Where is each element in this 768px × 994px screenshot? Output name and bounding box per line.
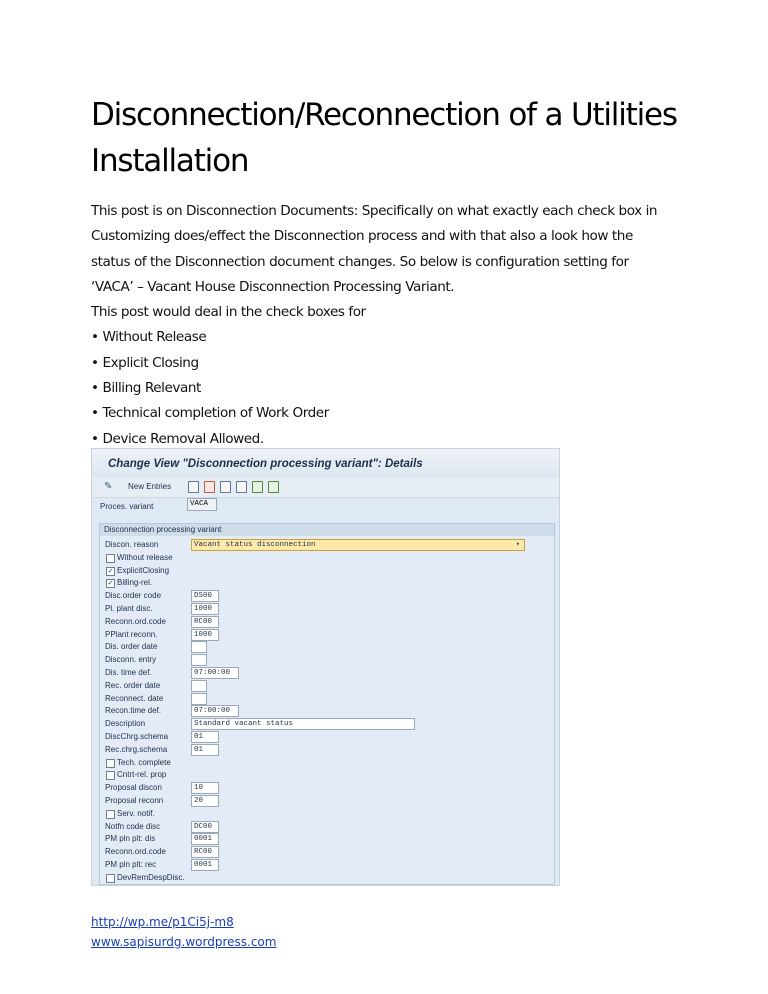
sap-title-bar — [92, 449, 559, 477]
checkbox[interactable]: ✓ — [107, 580, 114, 588]
proces-variant-label: Proces. variant — [100, 502, 154, 511]
paragraph-line: ‘VACA’ – Vacant House Disconnection Processing Variant. — [91, 278, 455, 295]
field-input[interactable] — [191, 782, 219, 794]
new-entries-button[interactable]: New Entries — [128, 482, 172, 491]
checkbox[interactable] — [106, 874, 115, 883]
checkbox-label: ExplicitClosing — [117, 565, 170, 575]
field-input[interactable] — [191, 616, 219, 628]
field-input[interactable] — [191, 629, 219, 641]
page-title — [91, 92, 691, 184]
field-label: PM pln plt: rec — [105, 860, 157, 869]
field-label: Rec. order date — [105, 680, 161, 690]
field-label: PM pln plt: dis — [105, 834, 156, 844]
field-label: Proposal reconn — [105, 796, 164, 805]
field-value: 1000 — [194, 605, 213, 613]
paragraph-line: This post would deal in the check boxes for — [91, 304, 366, 321]
bullet-item: • Device Removal Allowed. — [91, 430, 264, 447]
field-value: 01 — [194, 733, 204, 741]
field-value: 0001 — [194, 861, 213, 869]
field-input[interactable] — [191, 731, 219, 743]
blog-link[interactable]: www.sapisurdg.wordpress.com — [91, 935, 277, 949]
sap-screenshot — [91, 448, 560, 886]
checkbox[interactable] — [106, 810, 115, 819]
field-label: Disconn. entry — [105, 655, 157, 665]
select-all-icon[interactable] — [236, 481, 247, 493]
undo-icon[interactable] — [220, 481, 231, 493]
field-input[interactable] — [191, 846, 219, 858]
field-value: 07:00:00 — [194, 707, 231, 716]
short-link[interactable]: http://wp.me/p1Ci5j-m8 — [91, 915, 234, 929]
group-title: Disconnection processing variant — [100, 524, 554, 536]
bullet-item: • Technical completion of Work Order — [91, 405, 329, 422]
checkbox[interactable] — [106, 771, 115, 780]
field-input[interactable] — [191, 833, 219, 845]
proces-variant-field[interactable]: VACA — [187, 498, 217, 511]
dropdown-arrow-icon[interactable]: ▾ — [515, 541, 520, 549]
checkbox-label: Without release — [117, 552, 173, 562]
title-line-1: Disconnection/Reconnection of a Utilities — [91, 97, 677, 133]
disconnection-variant-group — [99, 523, 555, 885]
display-change-icon[interactable]: ✎ — [104, 481, 113, 492]
checkbox-label: Serv. notif. — [117, 808, 155, 818]
field-input[interactable] — [191, 693, 207, 705]
field-label: Discon. reason — [105, 540, 159, 549]
field-label: Dis. time def. — [105, 668, 152, 677]
field-input[interactable] — [191, 641, 207, 653]
checkbox[interactable] — [106, 554, 115, 563]
field-value: Standard vacant status — [194, 720, 294, 729]
field-label: Dis. order date — [105, 642, 158, 652]
field-label: Notfn code disc — [105, 821, 161, 831]
bullet-item: • Explicit Closing — [91, 354, 199, 371]
field-value: DS00 — [194, 592, 213, 601]
field-value: 10 — [194, 784, 204, 793]
next-entry-icon[interactable] — [252, 481, 263, 493]
field-label: Reconn.ord.code — [105, 847, 166, 857]
field-value: 1000 — [194, 630, 213, 639]
sap-toolbar — [92, 477, 559, 498]
field-value: 0001 — [194, 835, 213, 844]
field-label: PPlant reconn. — [105, 629, 158, 639]
paragraph-line: This post is on Disconnection Documents: Specifically on what exactly each check box in — [91, 203, 658, 219]
checkbox-label: Cntrt-rel. prop — [117, 770, 167, 780]
field-input[interactable] — [191, 654, 207, 666]
intro-paragraph — [91, 199, 701, 452]
field-input[interactable] — [191, 590, 219, 602]
field-input[interactable] — [191, 705, 239, 717]
last-entry-icon[interactable] — [268, 481, 279, 493]
field-label: Reconnect. date — [105, 693, 164, 703]
paragraph-line: status of the Disconnection document changes. So below is configuration setting for — [91, 253, 629, 270]
field-value: Vacant status disconnection — [194, 541, 316, 549]
field-input[interactable] — [191, 680, 207, 692]
field-label: Disc.order code — [105, 591, 162, 601]
checkbox[interactable] — [106, 759, 115, 768]
field-label: Recon.time def. — [105, 706, 162, 716]
checkbox-label: DevRemDespDisc. — [117, 872, 185, 882]
field-input[interactable] — [191, 718, 415, 730]
discon-reason-dropdown[interactable] — [191, 539, 525, 551]
field-input[interactable] — [191, 859, 219, 871]
field-value: 20 — [194, 797, 204, 805]
field-label: DiscChrg.schema — [105, 732, 169, 741]
field-input[interactable] — [191, 667, 239, 679]
field-input[interactable] — [191, 795, 219, 807]
checkbox-label: Billing-rel. — [117, 578, 153, 588]
copy-icon[interactable] — [188, 481, 199, 493]
field-label: Proposal discon — [105, 783, 162, 793]
checkbox[interactable]: ✓ — [107, 567, 114, 575]
field-value: DC00 — [194, 822, 213, 831]
field-value: RC00 — [194, 617, 213, 626]
field-input[interactable] — [191, 744, 219, 756]
bullet-item: • Billing Relevant — [91, 380, 201, 397]
field-value: 01 — [194, 745, 204, 754]
footer-links — [91, 912, 276, 952]
field-label: Description — [105, 719, 146, 729]
title-line-2: Installation — [91, 143, 249, 179]
paragraph-line: Customizing does/effect the Disconnection process and with that also a look how the — [91, 228, 633, 245]
bullet-item: • Without Release — [91, 329, 207, 346]
delete-icon[interactable] — [204, 481, 215, 493]
sap-screen-title: Change View "Disconnection processing variant": Details — [108, 458, 423, 470]
field-input[interactable] — [191, 821, 219, 833]
field-label: Reconn.ord.code — [105, 616, 166, 626]
field-label: Pl. plant disc. — [105, 604, 153, 613]
field-value: 07:00:00 — [194, 669, 231, 677]
checkbox-label: Tech. complete — [117, 757, 171, 767]
field-input[interactable] — [191, 603, 219, 615]
field-value: RC00 — [194, 848, 213, 857]
field-label: Rec.chrg.schema — [105, 744, 168, 754]
